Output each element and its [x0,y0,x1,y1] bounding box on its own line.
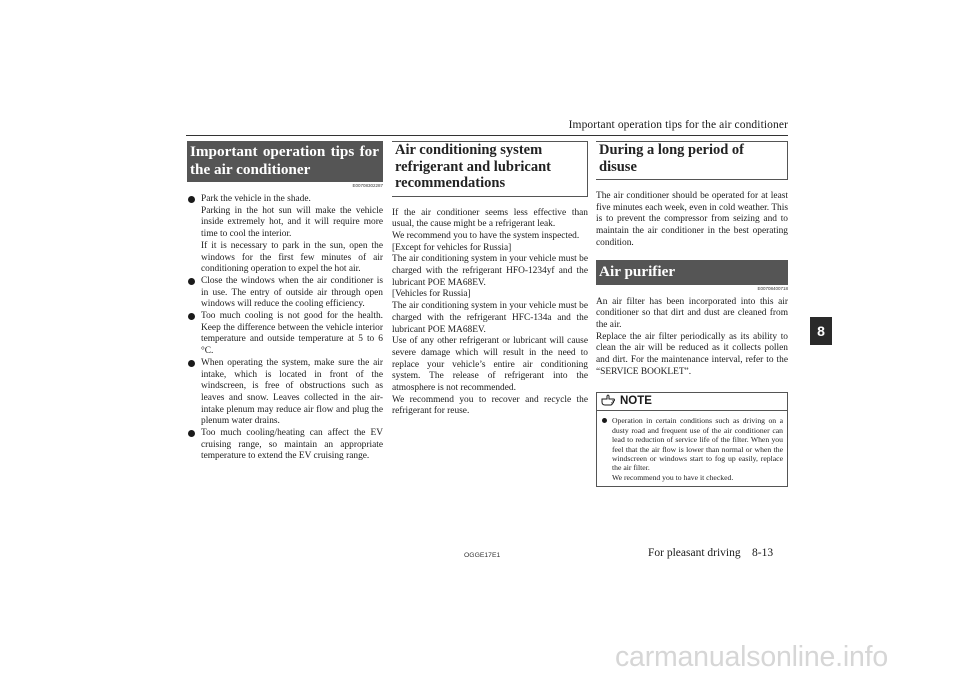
paragraph: We recommend you to recover and recycle the refrigerant for reuse. [392,394,588,417]
running-header: Important operation tips for the air conditioner [568,119,788,131]
bullet-icon [188,196,195,203]
note-label: NOTE [620,395,652,408]
hand-pointing-icon [601,394,616,411]
bullet-icon [188,313,195,320]
paragraph: Use of any other refrigerant or lubricant will cause severe damage which will result in the need to replace your vehicle’s entire air conditioning system. The release of refrigerant into the atmosphere is not recommended. [392,336,588,394]
bullet-icon [188,430,195,437]
section-title-operation-tips: Important operation tips for the air conditioner [187,141,383,182]
note-header [597,393,787,411]
refrigerant-body [392,208,588,419]
note-box [596,392,788,487]
paragraph: [Except for vehicles for Russia] [392,242,512,253]
note-body [597,411,787,486]
list-item: Operation in certain conditions such as driving on a dusty road and frequent use of the air conditioner can lead to reduction of service life of the filter. When you feel that the air flow is lower than normal or when the windscreen or windows start to fog up easily, replace the air filter. We recommend you to have it checked. [602,416,783,482]
paragraph: If the air conditioner seems less effective than usual, the cause might be a refrigerant leak. [392,207,588,230]
bullet-icon [188,278,195,285]
footer-section-title: For pleasant driving [648,547,741,559]
chapter-tab: 8 [810,317,832,345]
bullet-icon [188,360,195,367]
section-code: E00708400718 [757,285,788,291]
watermark: carmanualsonline.info [615,641,889,673]
section-code: E00708302287 [352,183,383,188]
paragraph: [Vehicles for Russia] [392,289,471,300]
paragraph: We recommend you to have the system inspected. [392,230,580,241]
paragraph: The air conditioning system in your vehicle must be charged with the refrigerant HFC-134a and the lubricant POE MA68EV. [392,301,588,335]
paragraph: The air conditioning system in your vehicle must be charged with the refrigerant HFO-1234yf and the lubricant POE MA68EV. [392,254,588,288]
document-code: OGGE17E1 [464,552,501,559]
list-item: Park the vehicle in the shade. Parking in the hot sun will make the vehicle inside extremely hot, and it will require more time to cool the interior. If it is necessary to park in the sun, open the windows for the first few minutes of air conditioning operation to expel the hot air. [187,194,383,276]
paragraph: Replace the air filter periodically as its ability to clean the air will be reduced as it collects pollen and dirt. For the maintenance interval, refer to the “SERVICE BOOKLET”. [596,331,788,377]
list-item: Too much cooling/heating can affect the EV cruising range, so maintain an appropriate temperature to extend the EV cruising range. [187,428,383,463]
section-title-disuse: During a long period of disuse [596,141,788,180]
header-rule [186,135,788,136]
paragraph: The air conditioner should be operated for at least five minutes each week, even in cold weather. This is to prevent the compressor from seizing and to maintain the air conditioner in the best operating condition. [596,191,788,248]
list-item: Too much cooling is not good for the health. Keep the difference between the vehicle interior temperature and outside temperature at 5 to 6 °C. [187,311,383,358]
section-title-refrigerant: Air conditioning system refrigerant and lubricant recommendations [392,141,588,197]
column-middle [392,141,588,418]
column-right [596,141,788,487]
paragraph: An air filter has been incorporated into this air conditioner so that dirt and dust are cleaned from the air. [596,296,788,330]
bullet-icon [602,418,607,423]
tips-list [187,194,383,463]
page-number: 8-13 [752,547,774,559]
section-title-air-purifier: Air purifier [596,260,788,285]
column-left [187,141,383,463]
list-item: When operating the system, make sure the air intake, which is located in front of the windscreen, is free of obstructions such as leaves and snow. Leaves collected in the air-intake plenum may reduce air flow and plug the plenum water drains. [187,358,383,428]
list-item: Close the windows when the air conditioner is in use. The entry of outside air through open windows will reduce the cooling efficiency. [187,276,383,311]
